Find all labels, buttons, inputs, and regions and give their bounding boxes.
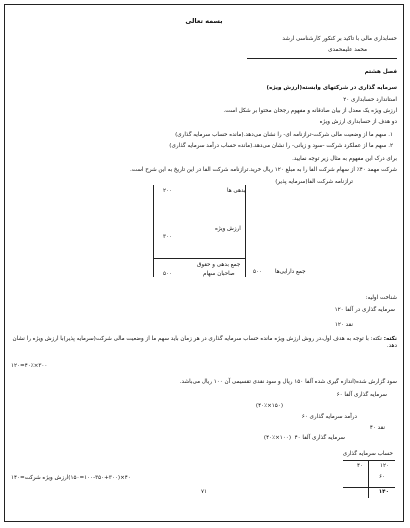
t-account-balance-rule (343, 487, 395, 488)
balance-sheet-center-rule (245, 185, 246, 277)
note-paragraph: نکته: نکته: با توجه به هدف اول،در روش ارزش ویژه مانده حساب سرمایه گذاری در هر زمان باید سهم ما از وضعیت مالی شرکت(سرمایه پذیر)با ارزش ویژه را نشان دهد. (12, 336, 397, 349)
goal-item-1: ۱. سهم ما از وضعیت مالی شرکت-ترازنامه ای- را نشان می‌دهد.(مانده حساب سرمایه گذاری) (175, 132, 393, 138)
total-liabilities-equity-label-2: صاحبان سهام (203, 271, 235, 277)
author-name: محمد علیمحمدی (328, 47, 367, 53)
dividend-calculation: (۱۰۰×۴۰٪) (263, 435, 291, 441)
document-page (4, 4, 404, 522)
total-liabilities-equity-label: جمع بدهی و حقوق (197, 262, 241, 268)
page-number: ۷۱ (200, 489, 207, 495)
bismillah-heading: بسمه تعالی (185, 17, 223, 25)
liabilities-value: ۲۰۰ (163, 188, 173, 194)
t-account-title: حساب سرمایه گذاری (342, 451, 393, 457)
equity-label: ارزش ویژه (215, 226, 241, 232)
accounting-standard: استاندارد حسابداری ۲۰ (343, 97, 397, 103)
equity-verification: ۴۰×(۱۰۰-۳۵۰+۳۰۰=۱۵۰)ارزش ویژه شرکت=۱۴۰ (11, 475, 131, 481)
liabilities-label: بدهی ها (227, 188, 246, 194)
note-text: نکته: با توجه به هدف اول،در روش ارزش ویژه مانده حساب سرمایه گذاری در هر زمان باید سهم ما از وضعیت مالی شرکت(سرمایه پذیر)با ارزش ویژه را نشان دهد. (12, 336, 397, 349)
header-divider (247, 58, 397, 59)
book-subject: حسابداری مالی با تاکید بر کنکور کارشناسی ارشد (282, 36, 397, 42)
initial-recognition-heading: شناخت اولیه: (365, 295, 397, 301)
total-liabilities-equity-value: ۵۰۰ (163, 271, 173, 277)
paragraph-definition: ارزش ویژه یک معدل از بیان صادقانه و مفهوم رجحان محتوا بر شکل است. (223, 108, 397, 114)
entry-investment-income-debit: سرمایه گذاری آلفا ۶۰ (336, 392, 387, 398)
reported-profit-statement: سود گزارش شده(اندازه گیری شده آلفا ۱۵۰ ریال و سود نقدی تقسیمی آن ۱۰۰ ریال می‌باشد. (179, 379, 397, 385)
entry-investment-debit: سرمایه گذاری در آلفا ۱۲۰ (334, 307, 395, 313)
balance-sheet-left-rule (153, 185, 154, 277)
balance-sheet-total-rule (153, 258, 245, 259)
entry-cash-dividend-debit: نقد ۴۰ (369, 425, 385, 431)
example-statement: شرکت مهمد ۴۰٪ از سهام شرکت الفا را به مبلغ ۱۲۰ ریال خرید.ترازنامه شرکت الفا در این تاریخ به این شرح است. (129, 167, 397, 173)
t-account-debit-1: ۱۲۰ (379, 463, 389, 469)
t-account-credit-1: ۴۰ (356, 463, 363, 469)
example-intro: برای درک این مفهوم به مثال زیر توجه نمایید. (292, 156, 397, 162)
chapter-title: فصل هشتم (364, 69, 397, 75)
equity-calculation: ۳۰۰×۴۰٪=۱۲۰ (11, 363, 48, 369)
goal-item-2: ۲. سهم ما از عملکرد شرکت -سود و زیانی- را نشان می‌دهد.(مانده حساب درآمد سرمایه گذاری) (169, 143, 393, 149)
entry-investment-dividend-credit: سرمایه گذاری آلفا ۴۰ (294, 435, 345, 441)
balance-sheet-caption: ترازنامه شرکت الفا(سرمایه پذیر) (275, 179, 353, 185)
income-calculation: (۱۵۰×۴۰٪) (255, 403, 283, 409)
entry-cash-credit: نقد ۱۲۰ (334, 322, 353, 328)
t-account-balance: ۱۴۰ (378, 489, 389, 495)
total-assets-label: جمع دارایی‌ها (275, 269, 306, 275)
t-account-top-rule (343, 460, 395, 461)
equity-value: ۳۰۰ (163, 234, 173, 240)
t-account-debit-2: ۶۰ (378, 474, 385, 480)
chapter-topic: سرمایه گذاری در شرکتهای وابسته(ارزش ویژه) (266, 85, 397, 91)
paragraph-goals-heading: دو هدف از حسابداری ارزش ویژه (319, 119, 397, 125)
entry-investment-income-credit: درآمد سرمایه گذاری ۶۰ (301, 414, 357, 420)
total-assets-value: ۵۰۰ (253, 269, 263, 275)
